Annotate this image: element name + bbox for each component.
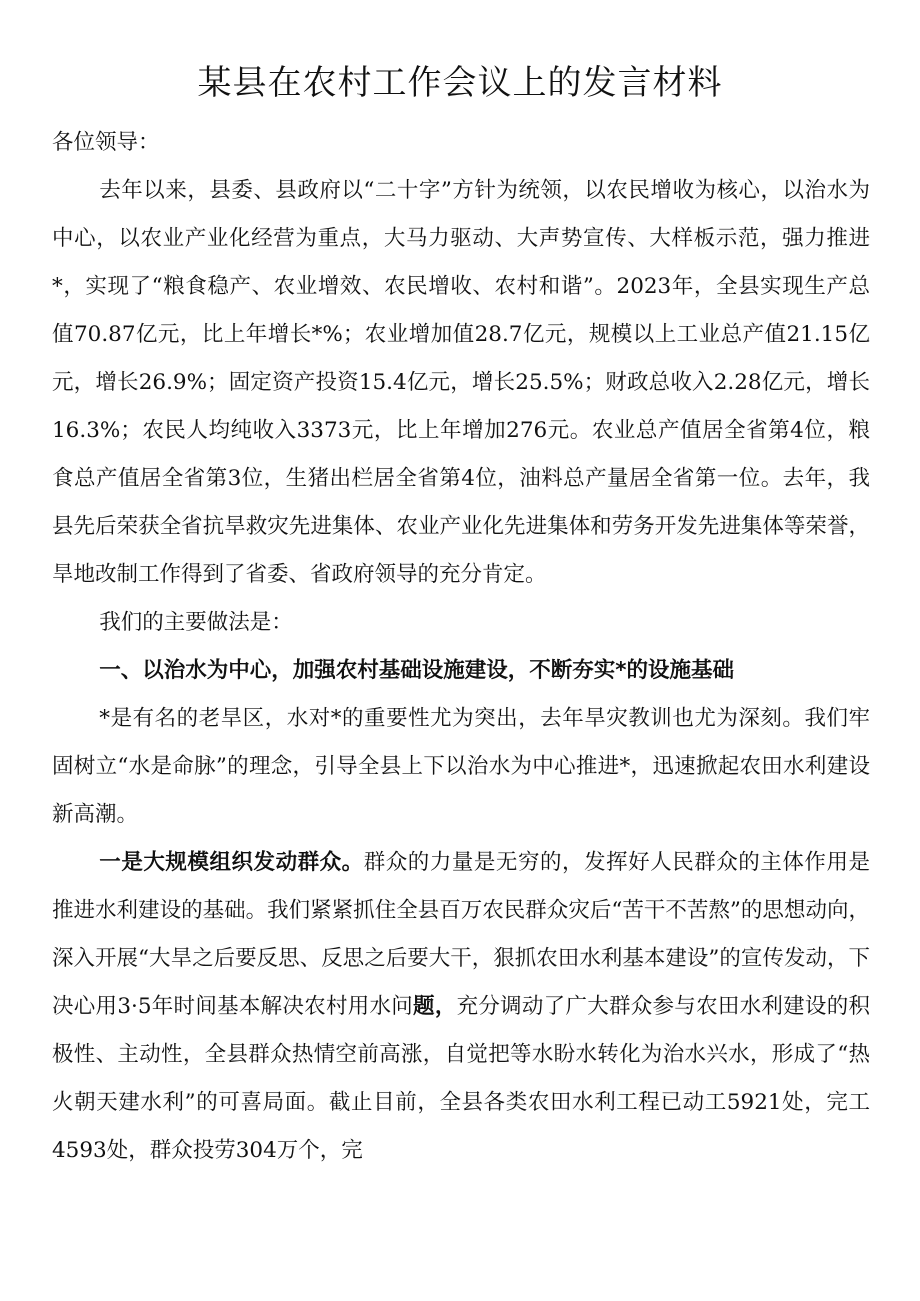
point-1-bold-fragment: 题， [413, 994, 457, 1019]
paragraph-intro: 去年以来，县委、县政府以“二十字”方针为统领，以农民增收为核心，以治水为中心，以农业产业化经营为重点，大马力驱动、大声势宣传、大样板示范，强力推进*，实现了“粮食稳产、农业增效、农民增收、农村和谐”。2023年，全县实现生产总值70.87亿元，比上年增长*%；农业增加值28.7亿元，规模以上工业总产值21.15亿元，增长26.9%；固定资产投资15.4亿元，增长25.5%；财政总收入2.28亿元，增长16.3%；农民人均纯收入3373元，比上年增加276元。农业总产值居全省第4位，粮食总产值居全省第3位，生猪出栏居全省第4位，油料总产量居全省第一位。去年，我县先后荣获全省抗旱救灾先进集体、农业产业化先进集体和劳务开发先进集体等荣誉，旱地改制工作得到了省委、省政府领导的充分肯定。 [52, 178, 870, 587]
point-1-text-b: 充分调动了广大群众参与农田水利建设的积极性、主动性，全县群众热情空前高涨，自觉把等水盼水转化为治水兴水，形成了“热火朝天建水利”的可喜局面。截止目前，全县各类农田水利工程已动工5921处，完工4593处，群众投劳304万个，完 [52, 994, 870, 1163]
document-body [52, 119, 870, 1175]
paragraph-methods-lead: 我们的主要做法是： [99, 610, 293, 635]
point-1-text-a: 群众的力量是无穷的，发挥好人民群众的主体作用是推进水利建设的基础。我们紧紧抓住全县百万农民群众灾后“苦干不苦熬”的思想动向，深入开展“大旱之后要反思、反思之后要大干，狠抓农田水利基本建设”的宣传发动，下决心用3·5年时间基本解决农村用水问 [52, 850, 870, 1019]
salutation: 各位领导： [52, 130, 160, 155]
section-heading-1: 一、以治水为中心，加强农村基础设施建设，不断夯实*的设施基础 [99, 658, 735, 683]
document-title: 某县在农村工作会议上的发言材料 [197, 63, 723, 103]
paragraph-section-1-intro: *是有名的老旱区，水对*的重要性尤为突出，去年旱灾教训也尤为深刻。我们牢固树立“水是命脉”的理念，引导全县上下以治水为中心推进*，迅速掀起农田水利建设新高潮。 [52, 706, 870, 827]
point-1-lead: 一是大规模组织发动群众。 [99, 850, 364, 875]
paragraph-point-1 [52, 839, 870, 1175]
